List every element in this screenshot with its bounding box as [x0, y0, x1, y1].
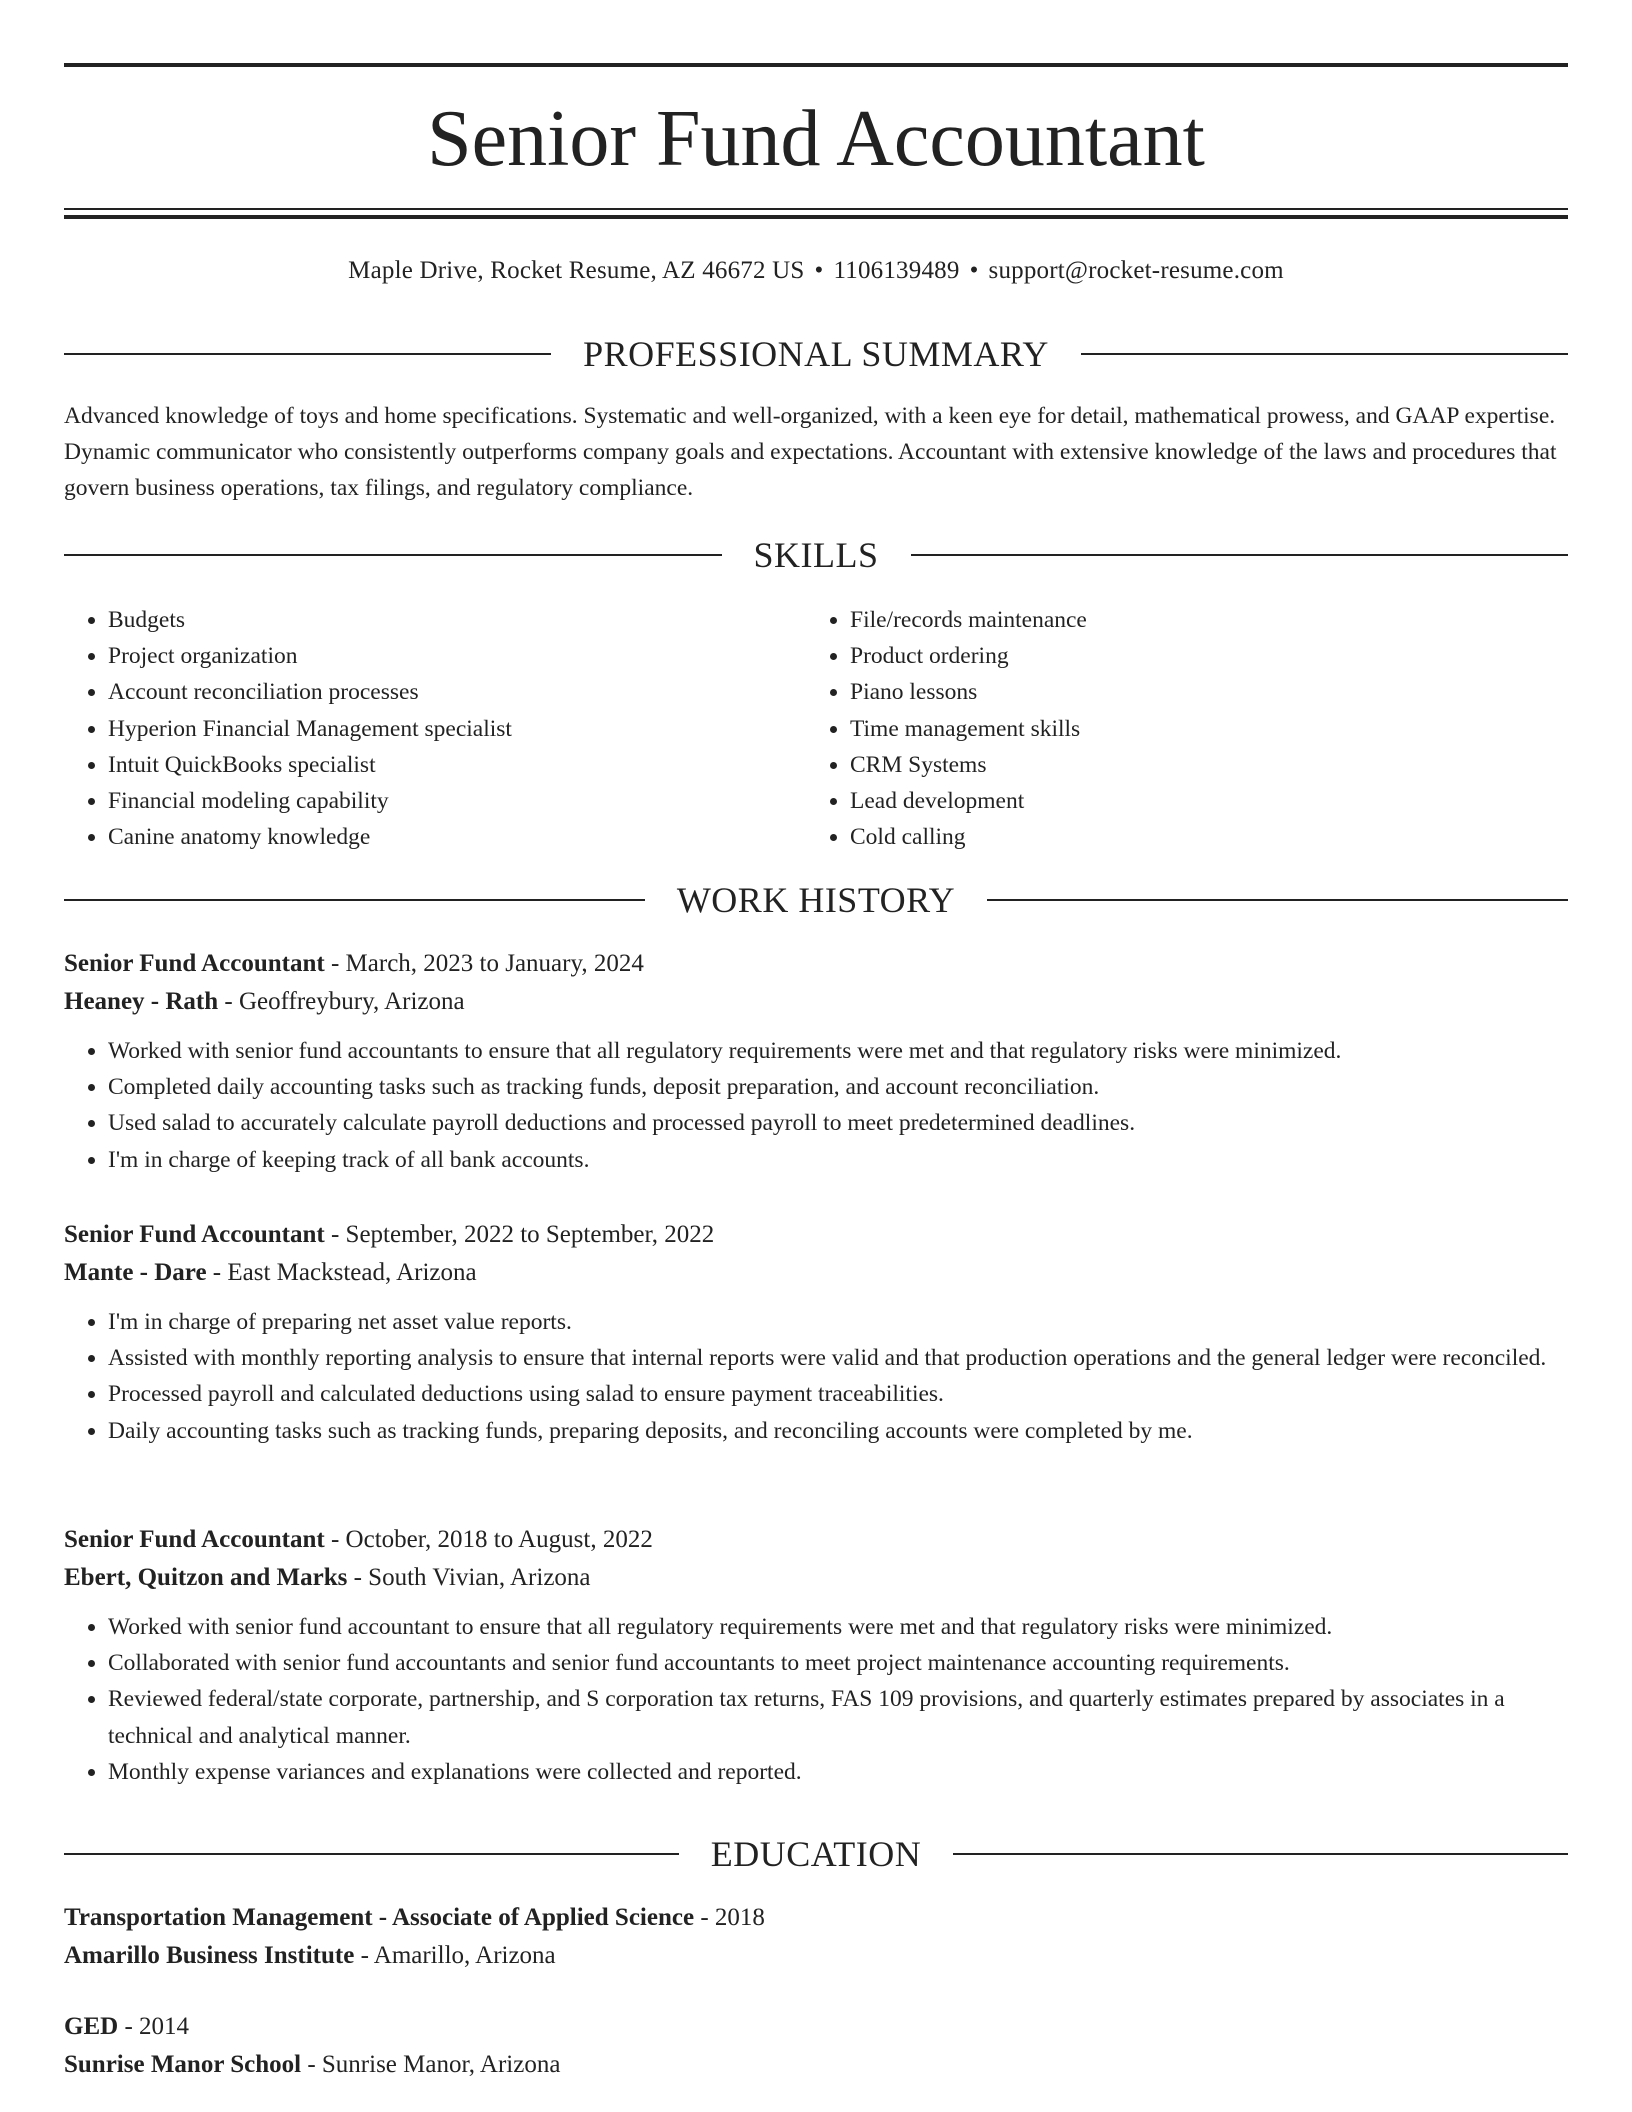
job-bullets: [64, 1033, 1568, 1178]
education-school-line: [64, 1937, 1568, 1975]
top-rule: [64, 63, 1568, 67]
job-title: Senior Fund Accountant: [64, 1221, 325, 1248]
education-year: - 2014: [118, 2013, 190, 2040]
skill-item: • Intuit QuickBooks specialist: [108, 747, 806, 783]
job-bullet: • Daily accounting tasks such as tracking funds, preparing deposits, and reconciling accounts were completed by me.: [108, 1413, 1568, 1449]
heading-rule: [911, 554, 1569, 556]
job-company-line: [64, 1254, 1568, 1292]
job-bullet: • I'm in charge of preparing net asset value reports.: [108, 1304, 1568, 1340]
job-bullet: • Worked with senior fund accountant to ensure that all regulatory requirements were met and that regulatory risks were minimized.: [108, 1609, 1568, 1645]
job-company: Mante - Dare: [64, 1259, 207, 1286]
job-title: Senior Fund Accountant: [64, 950, 325, 977]
education-degree-line: [64, 1899, 1568, 1937]
skills-heading: [64, 535, 1568, 575]
job-title-line: [64, 945, 1568, 983]
education-entry: [64, 1899, 1568, 1975]
job-company-line: [64, 983, 1568, 1021]
job-bullet: • I'm in charge of keeping track of all bank accounts.: [108, 1142, 1568, 1178]
work-heading: [64, 880, 1568, 920]
summary-title: PROFESSIONAL SUMMARY: [583, 334, 1049, 374]
education-heading: [64, 1834, 1568, 1874]
job-bullet: • Completed daily accounting tasks such as tracking funds, deposit preparation, and account reconciliation.: [108, 1069, 1568, 1105]
job-location: - South Vivian, Arizona: [347, 1564, 591, 1591]
job-location: - East Mackstead, Arizona: [206, 1259, 477, 1286]
job-title: Senior Fund Accountant: [64, 1526, 325, 1553]
education-school: Amarillo Business Institute: [64, 1942, 355, 1969]
candidate-title: Senior Fund Accountant: [427, 95, 1205, 183]
summary-text: Advanced knowledge of toys and home specifications. Systematic and well-organized, with a keen eye for detail, mathematical prowess, and GAAP expertise. Dynamic communicator who consistently outperforms company goals and expectations. Accountant with extensive knowledge of the laws and procedures that govern business operations, tax filings, and regulatory compliance.: [64, 403, 1557, 501]
job-dates: - March, 2023 to January, 2024: [324, 950, 644, 977]
job-entry: [64, 1521, 1568, 1790]
skill-item: • Project organization: [108, 638, 806, 674]
education-title: EDUCATION: [710, 1834, 922, 1874]
skills-column-left: [64, 602, 806, 855]
education-school: Sunrise Manor School: [64, 2051, 302, 2078]
job-bullet: • Used salad to accurately calculate payroll deductions and processed payroll to meet predetermined deadlines.: [108, 1105, 1568, 1141]
job-bullet: • Assisted with monthly reporting analysis to ensure that internal reports were valid and that production operations and the general ledger were reconciled.: [108, 1340, 1568, 1376]
heading-rule: [64, 899, 645, 901]
skills-column-right: [806, 602, 1548, 855]
contact-address: Maple Drive, Rocket Resume, AZ 46672 US: [348, 257, 805, 284]
job-bullet: • Reviewed federal/state corporate, partnership, and S corporation tax returns, FAS 109 provisions, and quarterly estimates prepared by associates in a technical and analytical manner.: [108, 1681, 1568, 1753]
work-title: WORK HISTORY: [676, 880, 956, 920]
summary-heading: [64, 334, 1568, 374]
job-entry: [64, 945, 1568, 1178]
skill-item: • Product ordering: [850, 638, 1548, 674]
skills-title: SKILLS: [753, 535, 879, 575]
skill-item: • Piano lessons: [850, 674, 1548, 710]
skill-item: • Lead development: [850, 783, 1548, 819]
heading-rule: [953, 1853, 1568, 1855]
skill-item: • Canine anatomy knowledge: [108, 819, 806, 855]
skill-item: • Budgets: [108, 602, 806, 638]
heading-rule: [64, 554, 722, 556]
skill-item: • Cold calling: [850, 819, 1548, 855]
skill-item: • File/records maintenance: [850, 602, 1548, 638]
skill-item: • CRM Systems: [850, 747, 1548, 783]
education-school-line: [64, 2046, 1568, 2084]
job-bullet: • Monthly expense variances and explanations were collected and reported.: [108, 1754, 1568, 1790]
job-bullet: • Collaborated with senior fund accountants and senior fund accountants to meet project maintenance accounting requirements.: [108, 1645, 1568, 1681]
heading-rule: [64, 353, 551, 355]
contact-email: support@rocket-resume.com: [988, 257, 1284, 284]
job-bullets: [64, 1609, 1568, 1790]
job-title-line: [64, 1521, 1568, 1559]
contact-phone: 1106139489: [833, 257, 960, 284]
job-bullets: [64, 1304, 1568, 1449]
job-location: - Geoffreybury, Arizona: [218, 988, 465, 1015]
skill-item: • Hyperion Financial Management specialist: [108, 711, 806, 747]
education-entry: [64, 2008, 1568, 2084]
contact-line: [64, 255, 1568, 287]
job-entry: [64, 1216, 1568, 1449]
job-dates: - October, 2018 to August, 2022: [324, 1526, 653, 1553]
contact-separator: •: [814, 257, 824, 284]
job-bullet: • Worked with senior fund accountants to ensure that all regulatory requirements were met and that regulatory risks were minimized.: [108, 1033, 1568, 1069]
job-title-line: [64, 1216, 1568, 1254]
job-company-line: [64, 1559, 1568, 1597]
education-degree-line: [64, 2008, 1568, 2046]
skill-item: • Account reconciliation processes: [108, 674, 806, 710]
job-bullet: • Processed payroll and calculated deductions using salad to ensure payment traceabilities.: [108, 1376, 1568, 1412]
title-rule-thick: [64, 215, 1568, 219]
title-rule-thin: [64, 208, 1568, 210]
skills-list: [64, 602, 1568, 855]
heading-rule: [987, 899, 1568, 901]
job-company: Ebert, Quitzon and Marks: [64, 1564, 348, 1591]
heading-rule: [64, 1853, 679, 1855]
contact-separator: •: [969, 257, 979, 284]
education-location: - Sunrise Manor, Arizona: [301, 2051, 561, 2078]
heading-rule: [1081, 353, 1568, 355]
job-dates: - September, 2022 to September, 2022: [324, 1221, 715, 1248]
job-company: Heaney - Rath: [64, 988, 219, 1015]
skill-item: • Time management skills: [850, 711, 1548, 747]
education-degree: Transportation Management - Associate of Applied Science: [64, 1904, 695, 1931]
education-degree: GED: [64, 2013, 119, 2040]
education-location: - Amarillo, Arizona: [354, 1942, 556, 1969]
skill-item: • Financial modeling capability: [108, 783, 806, 819]
education-year: - 2018: [694, 1904, 765, 1931]
